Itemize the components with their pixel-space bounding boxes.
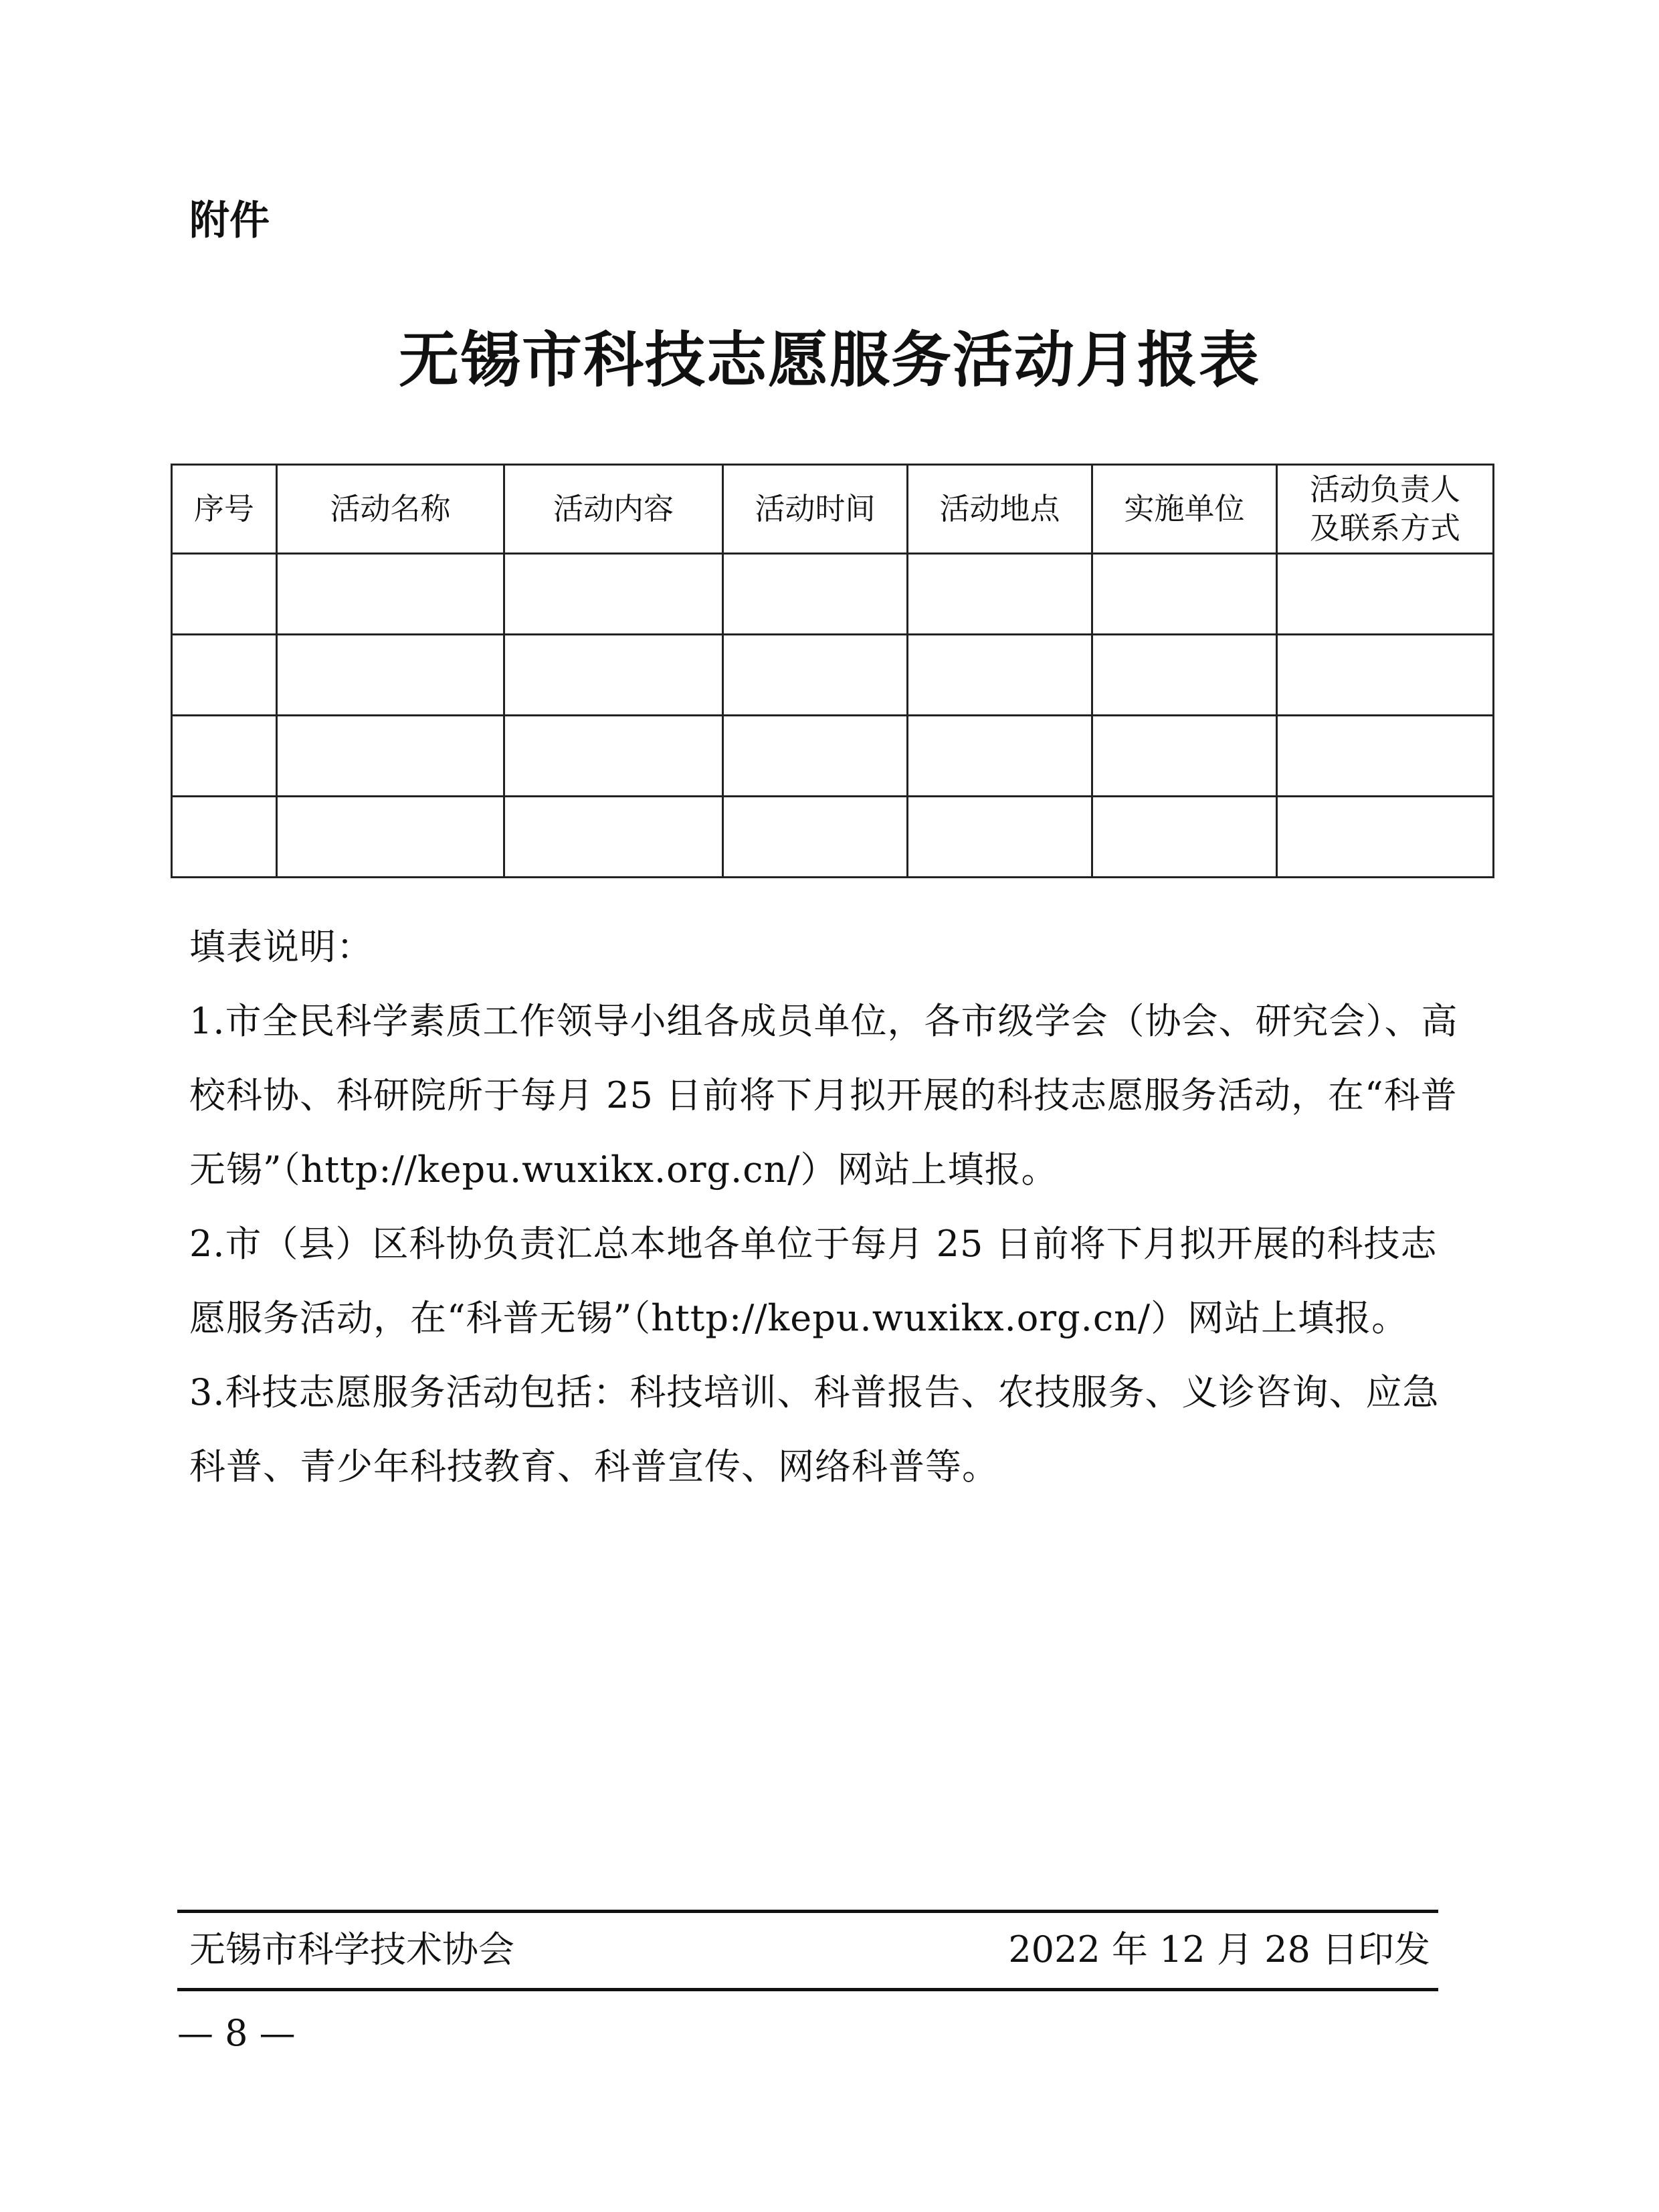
table-cell [172, 635, 277, 716]
table-cell [723, 554, 908, 635]
header-activity-name: 活动名称 [277, 465, 504, 554]
table-cell [1092, 797, 1277, 878]
table-cell [723, 797, 908, 878]
table-cell [504, 716, 723, 797]
footer-bottom-rule [177, 1988, 1438, 1991]
filling-instructions [189, 910, 1474, 1504]
header-index: 序号 [172, 465, 277, 554]
table-row [172, 554, 1494, 635]
table-cell [723, 716, 908, 797]
page-number: — 8 — [177, 2012, 296, 2054]
table-cell [1092, 554, 1277, 635]
table-cell [723, 635, 908, 716]
header-activity-content: 活动内容 [504, 465, 723, 554]
footer-date: 2022 年 12 月 28 日印发 [1008, 1928, 1430, 1971]
table-cell [277, 635, 504, 716]
header-contact-person: 活动负责人 及联系方式 [1277, 465, 1494, 554]
table-cell [504, 797, 723, 878]
table-cell [1277, 716, 1494, 797]
table-cell [908, 635, 1092, 716]
instruction-item-3: 3.科技志愿服务活动包括：科技培训、科普报告、农技服务、义诊咨询、应急科普、青少年科技教育、科普宣传、网络科普等。 [189, 1371, 1440, 1488]
table-cell [277, 797, 504, 878]
table-header-row [172, 465, 1494, 554]
report-table [171, 464, 1494, 878]
table-cell [172, 716, 277, 797]
table-cell [504, 554, 723, 635]
table-cell [1092, 716, 1277, 797]
header-activity-location: 活动地点 [908, 465, 1092, 554]
table-row [172, 797, 1494, 878]
table-row [172, 635, 1494, 716]
footer-top-rule [177, 1910, 1438, 1913]
table-cell [1092, 635, 1277, 716]
instruction-item-2: 2.市（县）区科协负责汇总本地各单位于每月 25 日前将下月拟开展的科技志愿服务活动，在“科普无锡”（http://kepu.wuxikx.org.cn/）网站上填报。 [189, 1223, 1438, 1339]
footer [189, 1923, 1430, 1977]
header-implementing-unit: 实施单位 [1092, 465, 1277, 554]
table-cell [277, 554, 504, 635]
table-cell [908, 716, 1092, 797]
instruction-item-1: 1.市全民科学素质工作领导小组各成员单位，各市级学会（协会、研究会）、高校科协、科研院所于每月 25 日前将下月拟开展的科技志愿服务活动，在“科普无锡”（http://kepu.wuxikx.org.cn/）网站上填报。 [189, 1000, 1458, 1191]
instructions-heading: 填表说明： [189, 926, 373, 968]
document-title: 无锡市科技志愿服务活动月报表 [399, 324, 1260, 395]
footer-issuer: 无锡市科学技术协会 [189, 1928, 514, 1971]
header-activity-time: 活动时间 [723, 465, 908, 554]
table-cell [277, 716, 504, 797]
table-cell [908, 554, 1092, 635]
table-cell [504, 635, 723, 716]
table-cell [1277, 635, 1494, 716]
table-cell [1277, 554, 1494, 635]
table-cell [172, 554, 277, 635]
table-row [172, 716, 1494, 797]
table-cell [908, 797, 1092, 878]
table-cell [1277, 797, 1494, 878]
attachment-label: 附件 [189, 197, 270, 244]
table-cell [172, 797, 277, 878]
